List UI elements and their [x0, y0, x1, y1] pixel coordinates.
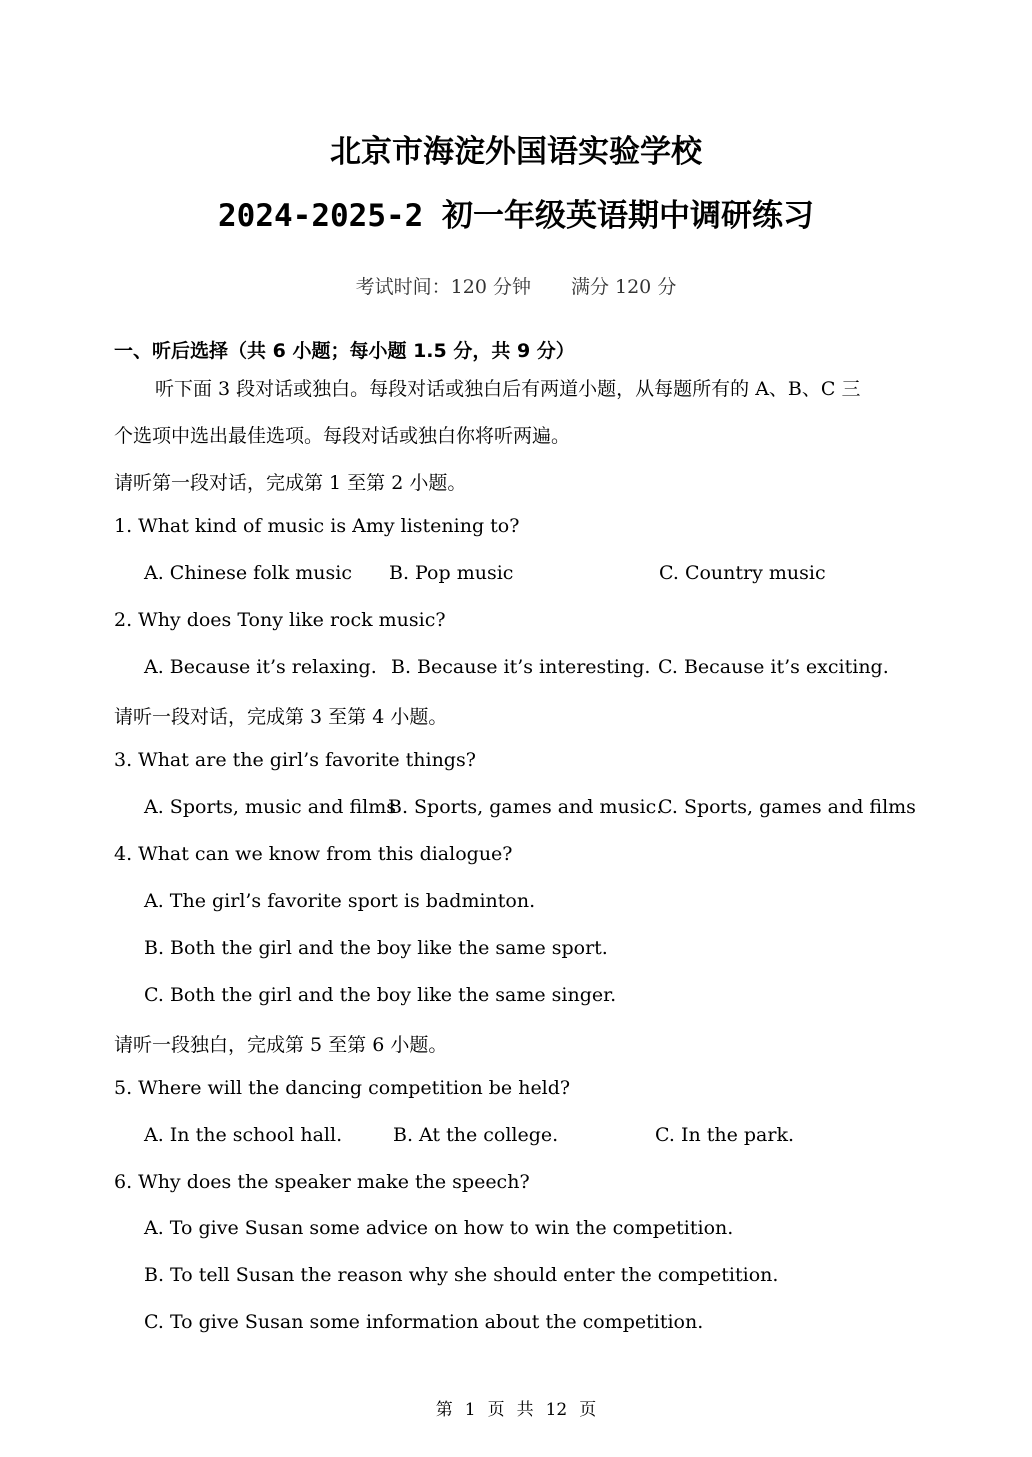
option-a: A. In the school hall.: [144, 1124, 343, 1146]
footer-word: 第: [435, 1400, 453, 1420]
option-c: C. Sports, games and films: [658, 796, 916, 818]
exam-time: 考试时间：120 分钟: [355, 276, 531, 298]
part-instruction: 请听一段对话，完成第 3 至第 4 小题。: [114, 706, 448, 728]
option-b: B. Because it’s interesting.: [391, 656, 651, 678]
option-a: A. Chinese folk music: [144, 562, 352, 584]
instruction-line: 听下面 3 段对话或独白。每段对话或独白后有两道小题，从每题所有的 A、B、C 三: [155, 378, 861, 400]
footer-word: 页: [487, 1400, 505, 1420]
question-text: 3. What are the girl’s favorite things?: [114, 749, 476, 771]
page-number: 1: [464, 1400, 476, 1420]
question-text: 2. Why does Tony like rock music?: [114, 609, 446, 631]
exam-score: 满分 120 分: [570, 276, 677, 298]
part-instruction: 请听第一段对话，完成第 1 至第 2 小题。: [114, 472, 467, 494]
option-b: B. To tell Susan the reason why she should enter the competition.: [144, 1264, 779, 1286]
option-c: C. To give Susan some information about the competition.: [144, 1311, 704, 1333]
page-title: 北京市海淀外国语实验学校: [330, 134, 702, 170]
option-c: C. Country music: [659, 562, 826, 584]
question-text: 5. Where will the dancing competition be held?: [114, 1077, 571, 1099]
option-a: A. The girl’s favorite sport is badminton.: [144, 890, 536, 912]
exam-title: 2024-2025-2 初一年级英语期中调研练习: [218, 198, 814, 234]
footer-word: 页: [579, 1400, 597, 1420]
option-b: B. Both the girl and the boy like the same sport.: [144, 937, 608, 959]
option-c: C. In the park.: [655, 1124, 795, 1146]
instruction-line: 个选项中选出最佳选项。每段对话或独白你将听两遍。: [114, 425, 571, 447]
option-a: A. Sports, music and films: [144, 796, 397, 818]
option-a: A. To give Susan some advice on how to win the competition.: [144, 1217, 734, 1239]
option-b: B. Sports, games and music.: [388, 796, 663, 818]
exam-meta: [0, 272, 1032, 299]
footer-word: 共: [516, 1400, 534, 1420]
option-b: B. At the college.: [393, 1124, 559, 1146]
part-instruction: 请听一段独白，完成第 5 至第 6 小题。: [114, 1034, 448, 1056]
total-pages: 12: [545, 1400, 568, 1420]
question-text: 4. What can we know from this dialogue?: [114, 843, 513, 865]
option-b: B. Pop music: [389, 562, 514, 584]
page-footer: [0, 1395, 1032, 1420]
option-c: C. Both the girl and the boy like the same singer.: [144, 984, 617, 1006]
question-text: 6. Why does the speaker make the speech?: [114, 1171, 530, 1193]
option-a: A. Because it’s relaxing.: [144, 656, 377, 678]
option-c: C. Because it’s exciting.: [658, 656, 889, 678]
question-text: 1. What kind of music is Amy listening to?: [114, 515, 520, 537]
section-heading: 一、听后选择（共 6 小题；每小题 1.5 分，共 9 分）: [114, 340, 575, 362]
